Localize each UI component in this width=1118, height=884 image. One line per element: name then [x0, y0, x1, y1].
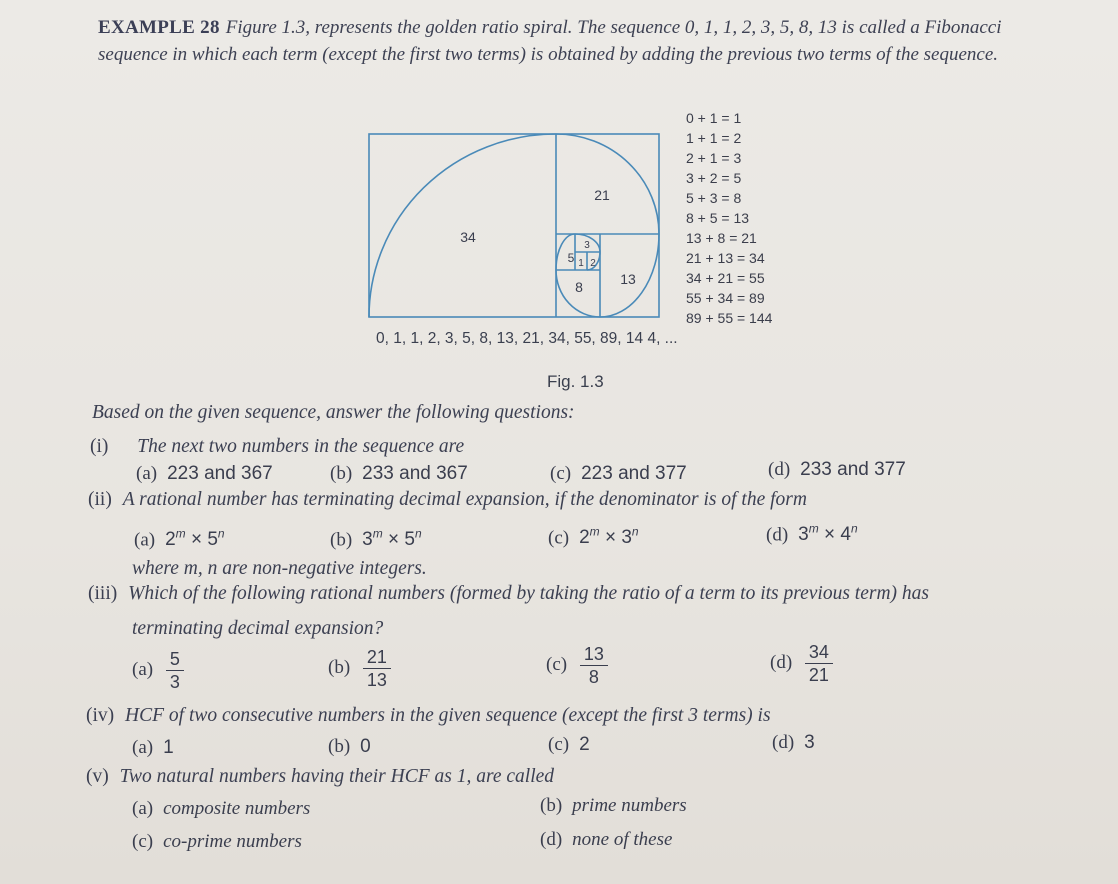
label-21: 21 — [594, 187, 610, 203]
question-iii — [88, 583, 929, 605]
question-ii-note: where m, n are non-negative integers. — [132, 558, 427, 579]
question-iii-text-cont: terminating decimal expansion? — [132, 618, 384, 639]
example-paragraph — [98, 14, 1058, 68]
label-5: 5 — [567, 251, 575, 265]
label-1: 1 — [578, 258, 584, 269]
option-i-d: (d) 233 and 377 — [768, 459, 906, 480]
question-text: A rational number has terminating decimal expansion, if the denominator is of the form — [122, 489, 807, 510]
option-v-a: (a) composite numbers — [132, 798, 311, 819]
option-iii-b: (b) $\frac{21}{13}$ — [328, 646, 391, 691]
question-number: (iii) — [88, 583, 118, 604]
sum-line: 55 + 34 = 89 — [686, 290, 765, 306]
sum-line: 89 + 55 = 144 — [686, 310, 773, 326]
sum-line: 0 + 1 = 1 — [686, 110, 742, 126]
sum-line: 8 + 5 = 13 — [686, 210, 750, 226]
question-iv — [86, 705, 771, 727]
question-i — [90, 436, 464, 458]
spiral-lines — [369, 134, 659, 317]
question-text: HCF of two consecutive numbers in the given sequence (except the first 3 terms) is — [125, 705, 771, 726]
golden-spiral-diagram — [368, 132, 660, 320]
question-text: Which of the following rational numbers (formed by taking the ratio of a term to its previous term) has — [128, 583, 930, 604]
option-ii-d: (d) 3$^m$ × 4$^n$ — [766, 522, 858, 546]
figure-caption: Fig. 1.3 — [547, 372, 604, 391]
fibonacci-sums — [686, 108, 772, 328]
numerator: 5 — [166, 648, 184, 671]
sum-line: 34 + 21 = 55 — [686, 270, 765, 286]
question-number: (ii) — [88, 489, 112, 510]
outer-rectangle — [369, 134, 659, 317]
numerator: 34 — [805, 641, 833, 664]
fibonacci-sequence: 0, 1, 1, 2, 3, 5, 8, 13, 21, 34, 55, 89, 14 4, ... — [376, 330, 678, 347]
numerator: 21 — [363, 646, 391, 669]
sum-line: 5 + 3 = 8 — [686, 190, 742, 206]
question-text: The next two numbers in the sequence are — [137, 436, 465, 457]
option-v-d: (d) none of these — [540, 829, 673, 850]
label-8: 8 — [575, 279, 583, 295]
sum-line: 13 + 8 = 21 — [686, 230, 757, 246]
denominator: 13 — [366, 670, 387, 690]
square-labels — [460, 187, 636, 295]
question-ii — [88, 489, 807, 511]
spiral-arc — [369, 134, 659, 317]
label-3: 3 — [584, 240, 590, 251]
option-iii-d: (d) $\frac{34}{21}$ — [770, 641, 833, 686]
option-iii-a: (a) $\frac{5}{3}$ — [132, 648, 184, 693]
question-v — [86, 766, 554, 788]
option-iv-b: (b) 0 — [328, 736, 371, 757]
sum-line: 21 + 13 = 34 — [686, 250, 765, 266]
option-v-b: (b) prime numbers — [540, 795, 687, 816]
label-13: 13 — [620, 271, 636, 287]
option-iv-d: (d) 3 — [772, 732, 815, 753]
label-2: 2 — [590, 258, 596, 269]
option-ii-c: (c) 2$^m$ × 3$^n$ — [548, 525, 639, 549]
numerator: 13 — [580, 643, 608, 666]
option-i-b: (b) 233 and 367 — [330, 463, 468, 484]
option-ii-a: (a) 2$^m$ × 5$^n$ — [134, 527, 225, 551]
option-i-c: (c) 223 and 377 — [550, 463, 687, 484]
label-34: 34 — [460, 229, 476, 245]
denominator: 8 — [588, 667, 599, 687]
option-ii-b: (b) 3$^m$ × 5$^n$ — [330, 527, 422, 551]
example-heading: EXAMPLE 28 — [98, 17, 220, 38]
option-v-c: (c) co-prime numbers — [132, 831, 302, 852]
sum-line: 1 + 1 = 2 — [686, 130, 742, 146]
option-i-a: (a) 223 and 367 — [136, 463, 273, 484]
question-text: Two natural numbers having their HCF as 1, are called — [119, 766, 555, 787]
question-number: (iv) — [86, 705, 115, 726]
option-iv-a: (a) 1 — [132, 737, 174, 758]
example-text: Figure 1.3, represents the golden ratio spiral. The sequence 0, 1, 1, 2, 3, 5, 8, 13 is called a Fibonacci sequence in which each term (except the first two terms) is obtained by adding the previous two terms of the sequence. — [98, 17, 1002, 65]
question-number: (v) — [86, 766, 109, 787]
denominator: 3 — [169, 672, 180, 692]
question-number: (i) — [90, 436, 109, 457]
option-iii-c: (c) $\frac{13}{8}$ — [546, 643, 608, 688]
sum-line: 3 + 2 = 5 — [686, 170, 742, 186]
denominator: 21 — [808, 665, 829, 685]
option-iv-c: (c) 2 — [548, 734, 590, 755]
questions-intro: Based on the given sequence, answer the following questions: — [92, 402, 575, 423]
sum-line: 2 + 1 = 3 — [686, 150, 742, 166]
